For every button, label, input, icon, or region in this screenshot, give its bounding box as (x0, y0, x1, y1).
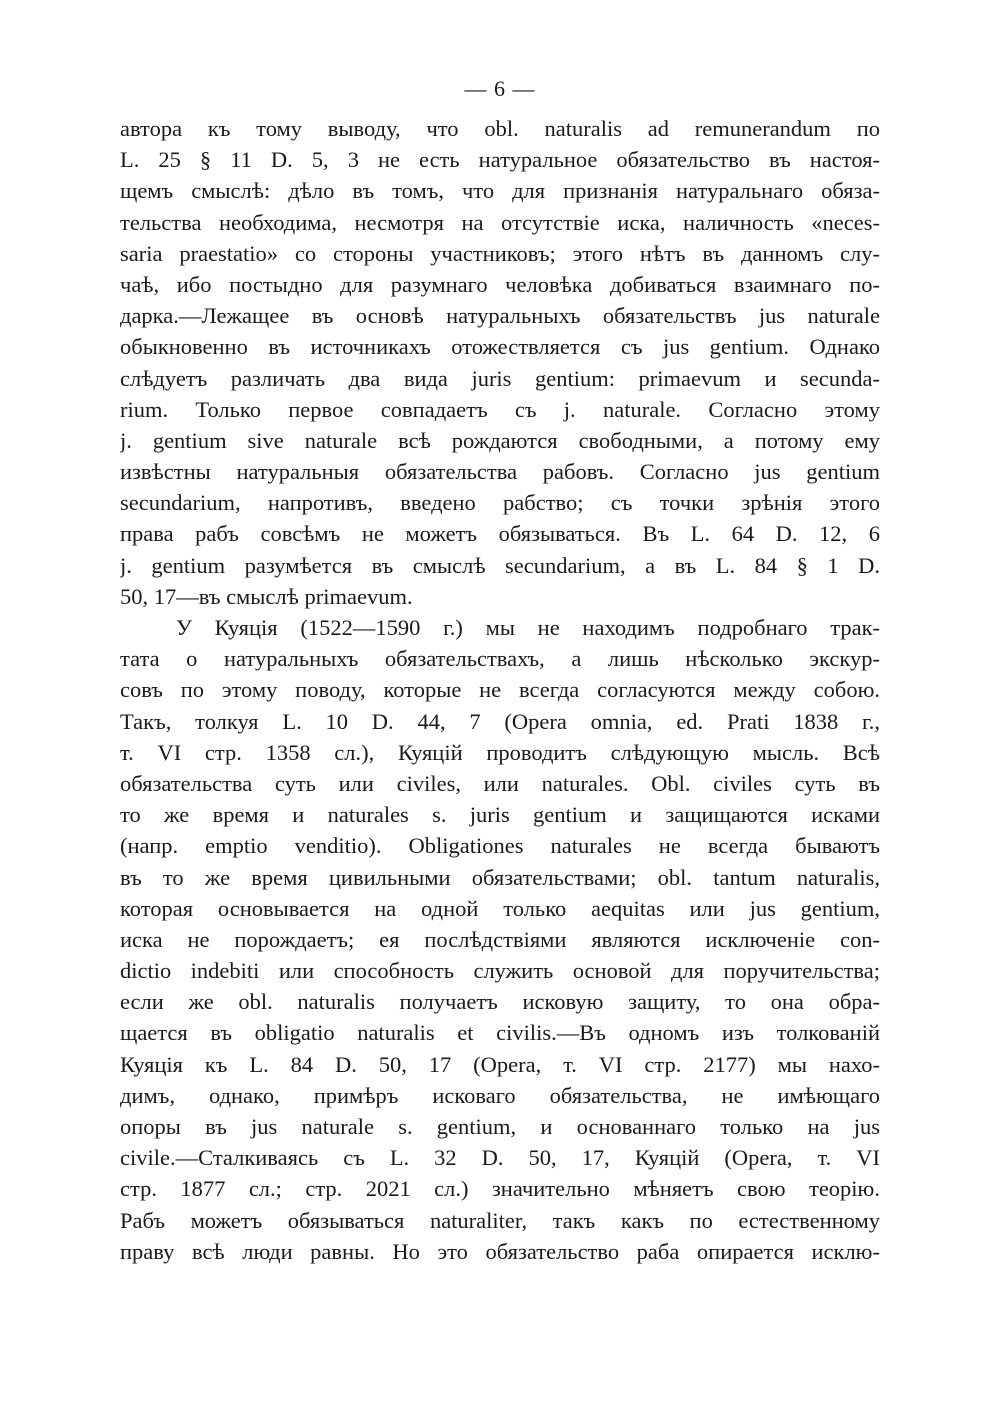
text-line: опоры въ jus naturale s. gentium, и основаннаго только на jus (120, 1114, 880, 1139)
text-line: (напр. emptio venditio). Obligationes naturales не всегда бываютъ (120, 833, 880, 859)
text-line: извѣстны натуральныя обязательства рабовъ. Согласно jus gentium (120, 459, 880, 485)
text-line: обыкновенно въ источникахъ отожествляется съ jus gentium. Однако (120, 334, 880, 360)
paragraph (120, 113, 880, 612)
text-line: слѣдуетъ различать два вида juris gentium: primaevum и secunda- (120, 365, 880, 391)
body-text (120, 113, 880, 1267)
text-line: димъ, однако, примѣръ исковаго обязательства, не имѣющаго (120, 1082, 880, 1108)
text-line: если же obl. naturalis получаетъ исковую защиту, то она обра- (120, 989, 880, 1015)
text-line: j. gentium разумѣется въ смыслѣ secundarium, а въ L. 84 § 1 D. (120, 552, 880, 578)
text-line: автора къ тому выводу, что obl. naturalis ad remunerandum по (120, 116, 880, 141)
text-line: щается въ obligatio naturalis et civilis.—Въ одномъ изъ толкованій (120, 1020, 880, 1046)
text-line: обязательства суть или civiles, или naturales. Obl. civiles суть въ (120, 770, 880, 796)
text-line: У Куяція (1522—1590 г.) мы не находимъ подробнаго трак- (176, 615, 880, 640)
text-line: L. 25 § 11 D. 5, 3 не есть натуральное обязательство въ настоя- (120, 147, 880, 173)
text-line: civile.—Сталкиваясь съ L. 32 D. 50, 17, Куяцій (Opera, т. VI (120, 1145, 880, 1171)
text-line: совъ по этому поводу, которые не всегда согласуются между собою. (120, 677, 880, 703)
text-line: чаѣ, ибо постыдно для разумнаго человѣка добиваться взаимнаго по- (120, 271, 880, 297)
text-line: j. gentium sive naturale всѣ рождаются свободными, а потому ему (120, 427, 880, 453)
text-line: которая основывается на одной только aequitas или jus gentium, (120, 895, 880, 921)
text-line: то же время и naturales s. juris gentium и защищаются исками (120, 802, 880, 828)
text-line: тата о натуральныхъ обязательствахъ, а лишь нѣсколько экскур- (120, 646, 880, 672)
text-line: Такъ, толкуя L. 10 D. 44, 7 (Opera omnia, ed. Prati 1838 г., (120, 708, 880, 734)
text-line: иска не порождаетъ; ея послѣдствіями являются исключеніе con- (120, 926, 880, 952)
page-number: — 6 — (464, 76, 536, 101)
text-line: дарка.—Лежащее въ основѣ натуральныхъ обязательствъ jus naturale (120, 303, 880, 329)
text-line: въ то же время цивильными обязательствами; obl. tantum naturalis, (120, 864, 880, 890)
text-line: rium. Только первое совпадаетъ съ j. naturale. Согласно этому (120, 396, 880, 422)
text-line: 50, 17—въ смыслѣ primaevum. (120, 583, 413, 609)
text-line: щемъ смыслѣ: дѣло въ томъ, что для признанія натуральнаго обяза- (120, 178, 880, 204)
text-line: т. VI стр. 1358 сл.), Куяцій проводитъ слѣдующую мысль. Всѣ (120, 739, 880, 765)
text-line: Рабъ можетъ обязываться naturaliter, такъ какъ по естественному (120, 1207, 880, 1233)
text-line: dictio indebiti или способность служить основой для поручительства; (120, 958, 880, 984)
text-line: права рабъ совсѣмъ не можетъ обязываться. Въ L. 64 D. 12, 6 (120, 521, 880, 547)
text-line: saria praestatio» со стороны участниковъ; этого нѣтъ въ данномъ слу- (120, 240, 880, 266)
text-line: праву всѣ люди равны. Но это обязательство раба опирается исклю- (120, 1238, 880, 1264)
paragraph (120, 612, 880, 1267)
text-line: Куяція къ L. 84 D. 50, 17 (Opera, т. VI стр. 2177) мы нахо- (120, 1051, 880, 1077)
text-line: стр. 1877 сл.; стр. 2021 сл.) значительно мѣняетъ свою теорію. (120, 1176, 880, 1202)
text-line: тельства необходима, несмотря на отсутствіе иска, наличность «neces- (120, 209, 880, 235)
text-line: secundarium, напротивъ, введено рабство; съ точки зрѣнія этого (120, 490, 880, 516)
